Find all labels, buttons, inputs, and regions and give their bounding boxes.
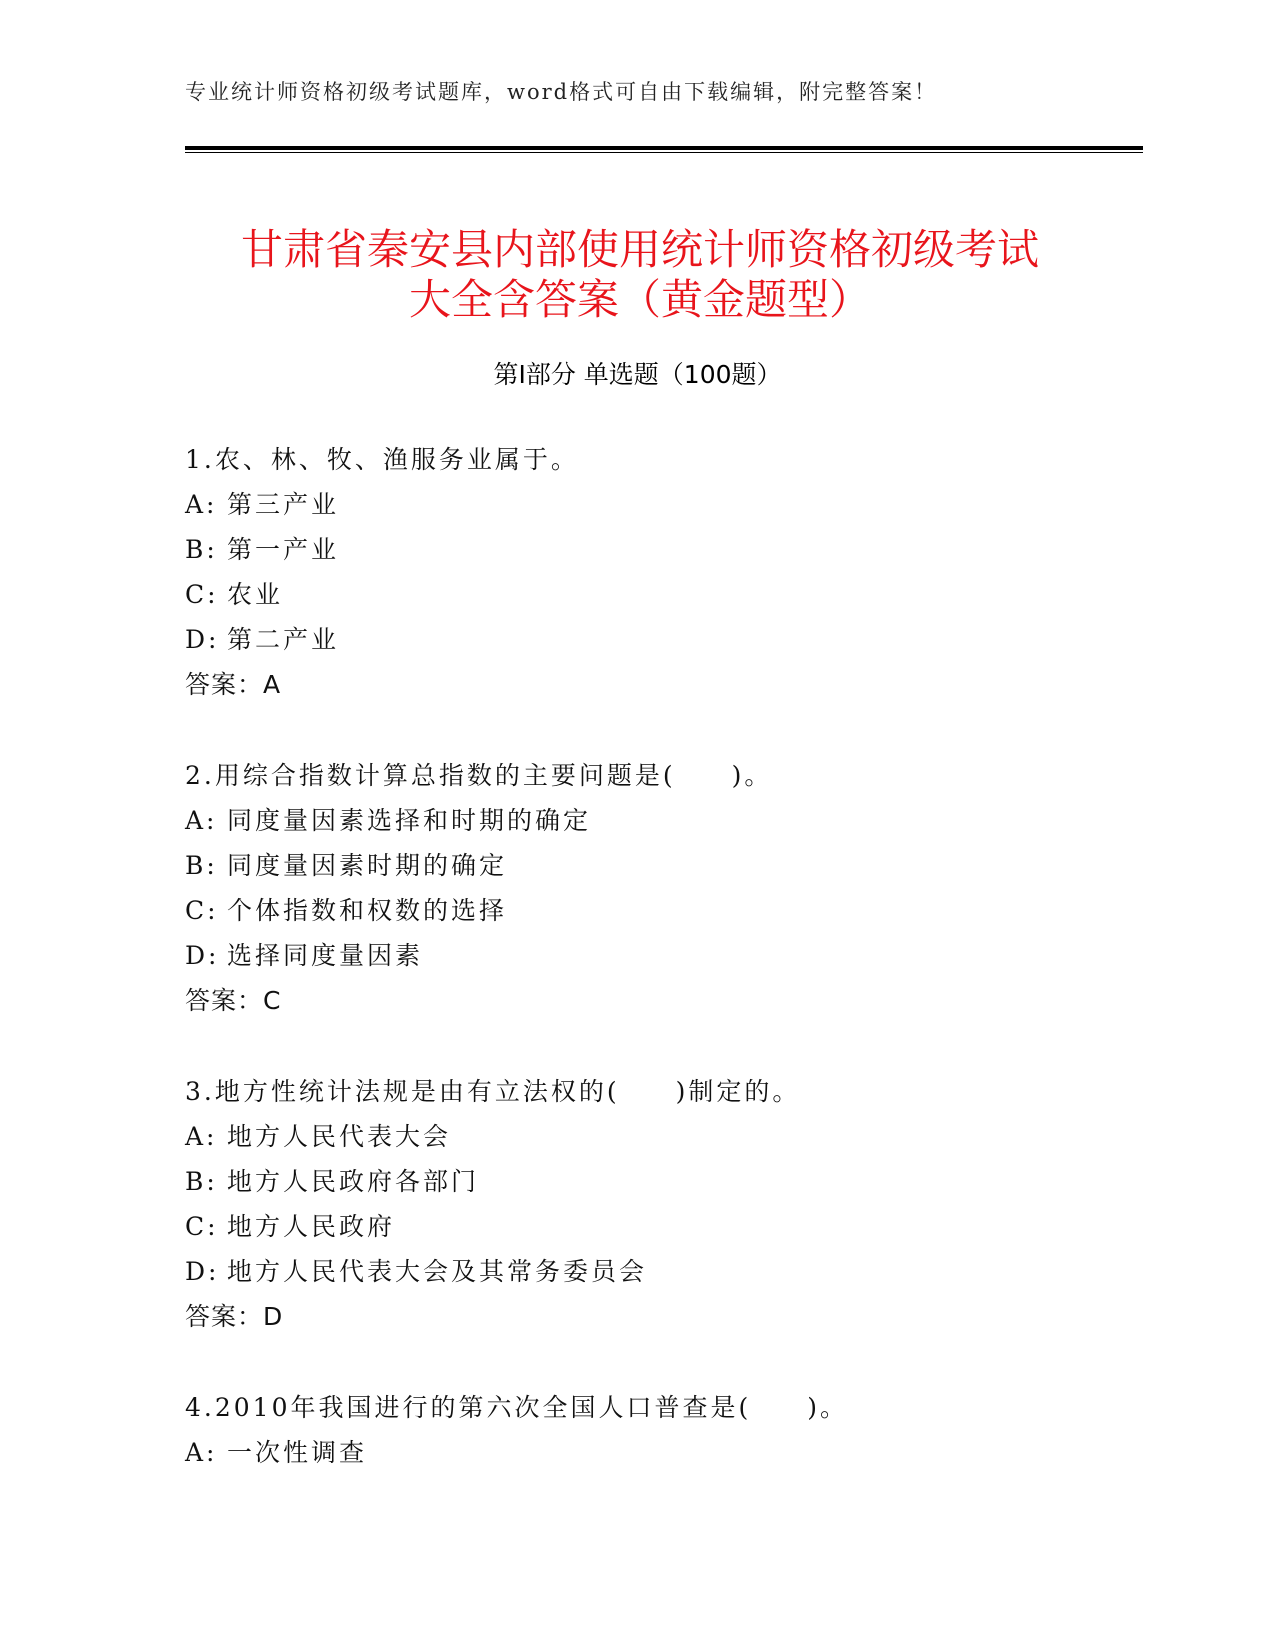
option-c bbox=[185, 1211, 1145, 1256]
option-text: 地方人民政府 bbox=[227, 1212, 396, 1241]
option-text: 同度量因素选择和时期的确定 bbox=[227, 806, 592, 835]
option-b bbox=[185, 850, 1145, 895]
option-text: 第一产业 bbox=[227, 535, 340, 564]
option-key: D: bbox=[185, 1257, 220, 1286]
question-3 bbox=[185, 1076, 1145, 1346]
option-text: 第二产业 bbox=[227, 625, 340, 654]
option-text: 地方人民代表大会 bbox=[227, 1122, 452, 1151]
option-key: B: bbox=[185, 851, 218, 880]
option-text: 农业 bbox=[227, 580, 284, 609]
option-c bbox=[185, 895, 1145, 940]
question-stem: 4.2010年我国进行的第六次全国人口普查是( )。 bbox=[185, 1393, 848, 1422]
option-text: 地方人民代表大会及其常务委员会 bbox=[227, 1257, 648, 1286]
option-key: A: bbox=[185, 806, 218, 835]
header-rule-thick bbox=[185, 146, 1143, 150]
option-key: B: bbox=[185, 1167, 218, 1196]
option-b bbox=[185, 534, 1145, 579]
option-text: 个体指数和权数的选择 bbox=[227, 896, 508, 925]
option-a bbox=[185, 1437, 1145, 1482]
option-a bbox=[185, 1121, 1145, 1166]
option-key: C: bbox=[185, 1212, 219, 1241]
option-a bbox=[185, 489, 1145, 534]
option-a bbox=[185, 805, 1145, 850]
option-d bbox=[185, 940, 1145, 985]
option-key: C: bbox=[185, 580, 219, 609]
option-b bbox=[185, 1166, 1145, 1211]
answer-line: 答案：A bbox=[185, 670, 282, 699]
answer-line: 答案：D bbox=[185, 1302, 284, 1331]
question-list bbox=[185, 444, 1145, 1528]
option-key: D: bbox=[185, 941, 220, 970]
option-text: 同度量因素时期的确定 bbox=[227, 851, 508, 880]
question-stem: 1.农、林、牧、渔服务业属于。 bbox=[185, 445, 579, 474]
document-title-line-1: 甘肃省秦安县内部使用统计师资格初级考试 bbox=[240, 225, 1039, 275]
answer-line: 答案：C bbox=[185, 986, 282, 1015]
page-header: 专业统计师资格初级考试题库，word格式可自由下载编辑，附完整答案！ bbox=[185, 80, 938, 104]
option-key: A: bbox=[185, 1438, 218, 1467]
question-1 bbox=[185, 444, 1145, 714]
option-key: A: bbox=[185, 490, 218, 519]
question-stem: 3.地方性统计法规是由有立法权的( )制定的。 bbox=[185, 1077, 801, 1106]
option-key: A: bbox=[185, 1122, 218, 1151]
option-text: 地方人民政府各部门 bbox=[227, 1167, 480, 1196]
option-text: 一次性调查 bbox=[227, 1438, 368, 1467]
section-heading: 第Ⅰ部分 单选题（100题） bbox=[493, 360, 782, 389]
option-text: 选择同度量因素 bbox=[227, 941, 424, 970]
option-key: D: bbox=[185, 625, 220, 654]
document-title-line-2: 大全含答案（黄金题型） bbox=[408, 275, 871, 325]
question-stem: 2.用综合指数计算总指数的主要问题是( )。 bbox=[185, 761, 773, 790]
option-d bbox=[185, 1256, 1145, 1301]
question-2 bbox=[185, 760, 1145, 1030]
option-text: 第三产业 bbox=[227, 490, 340, 519]
option-key: B: bbox=[185, 535, 218, 564]
option-c bbox=[185, 579, 1145, 624]
option-key: C: bbox=[185, 896, 219, 925]
document-title bbox=[150, 225, 1130, 325]
option-d bbox=[185, 624, 1145, 669]
header-rule-thin bbox=[185, 152, 1143, 153]
question-4 bbox=[185, 1392, 1145, 1482]
